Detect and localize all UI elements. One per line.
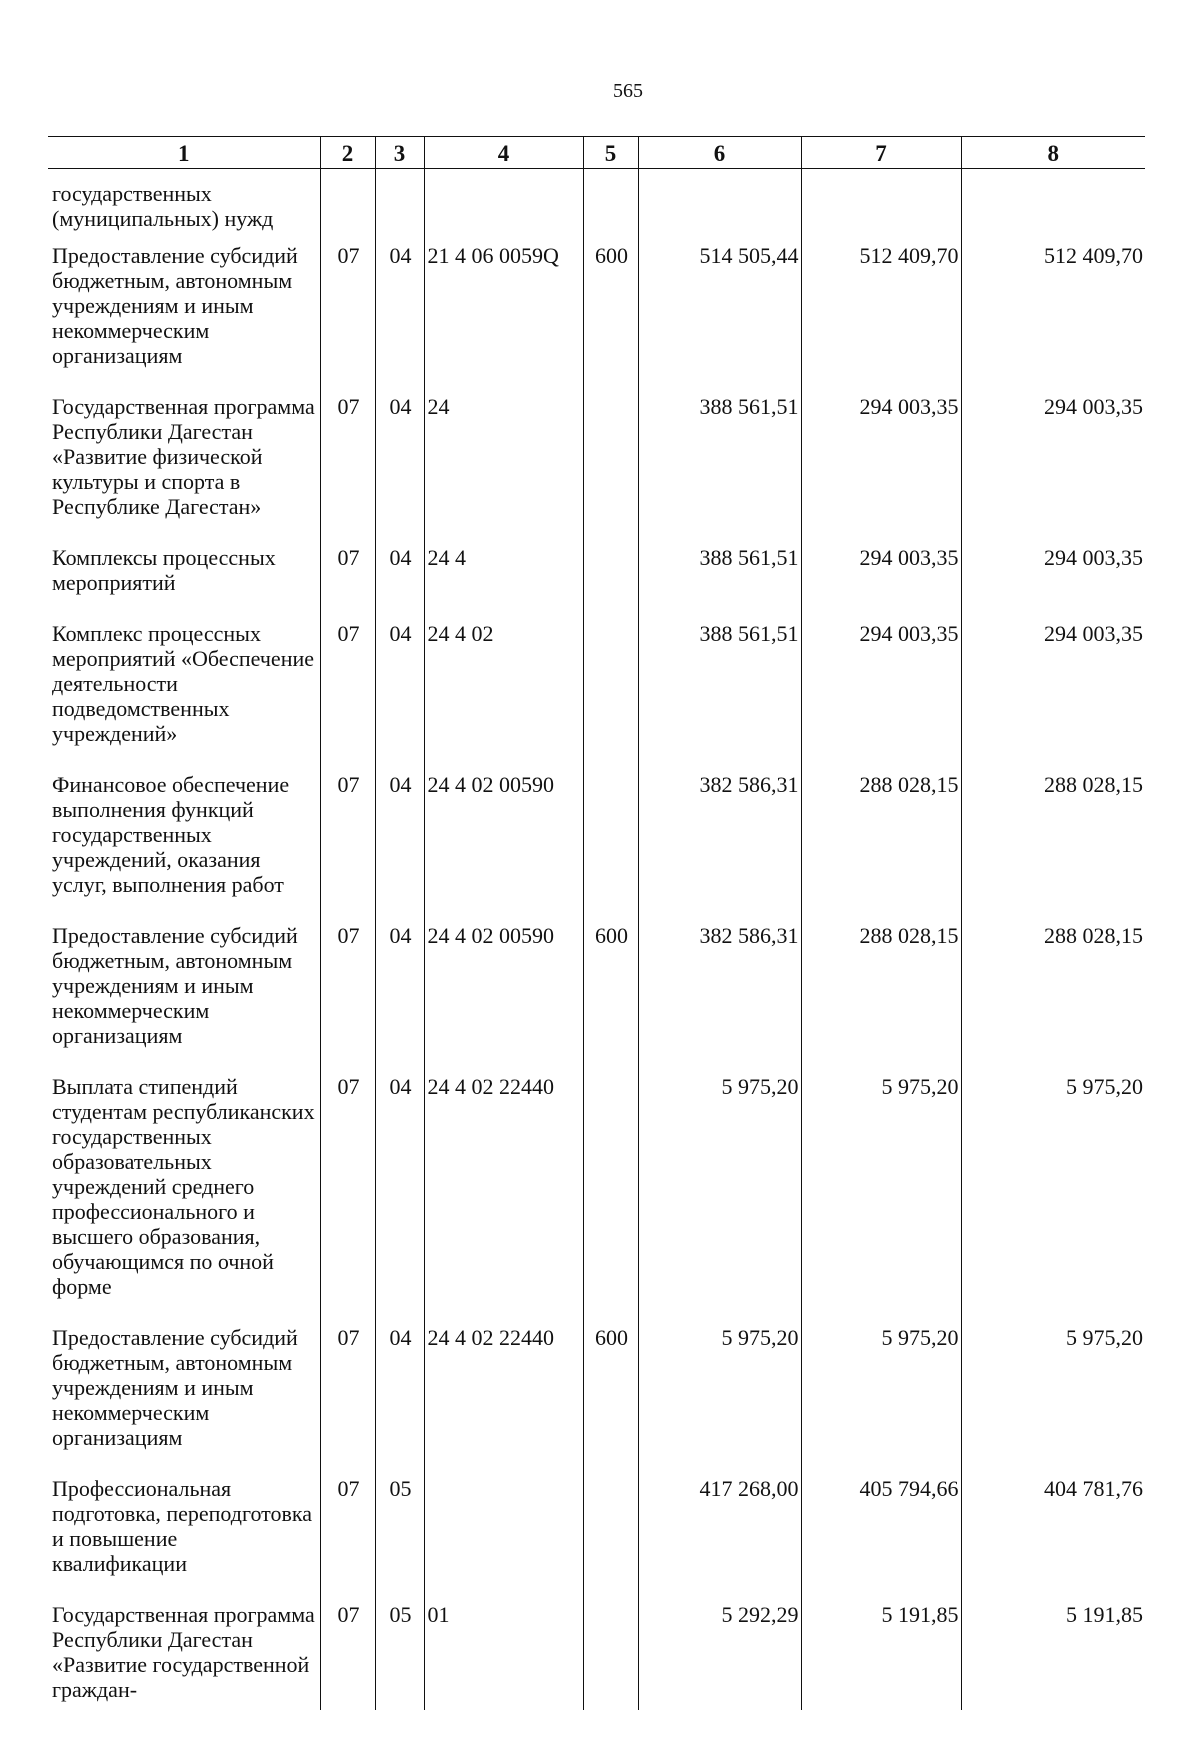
section-code-cell: 07 xyxy=(320,1074,375,1325)
amount-col8-cell: 5 975,20 xyxy=(961,1325,1145,1476)
amount-col8-cell: 404 781,76 xyxy=(961,1476,1145,1602)
table-row xyxy=(48,394,1145,545)
row-name-cell: Комплекс процессных мероприятий «Обеспечение деятельности подведомственных учреждений» xyxy=(48,621,320,772)
amount-col7-cell: 512 409,70 xyxy=(801,243,961,394)
amount-col6-cell: 5 975,20 xyxy=(638,1325,801,1476)
table-header-row xyxy=(48,137,1145,169)
column-header-7: 7 xyxy=(801,137,961,169)
row-name-cell: Государственная программа Республики Дагестан «Развитие физической культуры и спорта в Республике Дагестан» xyxy=(48,394,320,545)
row-name-cell: Профессиональная подготовка, переподготовка и повышение квалификации xyxy=(48,1476,320,1602)
amount-col7-cell: 405 794,66 xyxy=(801,1476,961,1602)
amount-col8-cell: 294 003,35 xyxy=(961,394,1145,545)
amount-col6-cell: 388 561,51 xyxy=(638,394,801,545)
row-name-cell: Предоставление субсидий бюджетным, автономным учреждениям и иным некоммерческим организациям xyxy=(48,243,320,394)
subsection-code-cell: 04 xyxy=(375,243,424,394)
expense-type-cell: 600 xyxy=(583,243,638,394)
amount-col6-cell: 382 586,31 xyxy=(638,923,801,1074)
amount-col8-cell: 5 191,85 xyxy=(961,1602,1145,1710)
amount-col8-cell: 288 028,15 xyxy=(961,923,1145,1074)
table-row xyxy=(48,923,1145,1074)
amount-col7-cell xyxy=(801,169,961,244)
expense-type-cell: 600 xyxy=(583,923,638,1074)
subsection-code-cell: 04 xyxy=(375,1074,424,1325)
column-header-8: 8 xyxy=(961,137,1145,169)
row-name-cell: Комплексы процессных мероприятий xyxy=(48,545,320,621)
column-header-3: 3 xyxy=(375,137,424,169)
subsection-code-cell: 04 xyxy=(375,545,424,621)
target-article-cell: 24 4 02 22440 xyxy=(424,1074,583,1325)
expense-type-cell xyxy=(583,169,638,244)
column-header-4: 4 xyxy=(424,137,583,169)
target-article-cell: 01 xyxy=(424,1602,583,1710)
amount-col8-cell: 5 975,20 xyxy=(961,1074,1145,1325)
table-row xyxy=(48,1325,1145,1476)
expense-type-cell xyxy=(583,1602,638,1710)
amount-col6-cell: 388 561,51 xyxy=(638,545,801,621)
expense-type-cell: 600 xyxy=(583,1325,638,1476)
section-code-cell: 07 xyxy=(320,243,375,394)
amount-col7-cell: 288 028,15 xyxy=(801,923,961,1074)
amount-col7-cell: 294 003,35 xyxy=(801,545,961,621)
target-article-cell: 24 xyxy=(424,394,583,545)
target-article-cell: 24 4 02 00590 xyxy=(424,772,583,923)
row-name-cell: Выплата стипендий студентам республиканских государственных образовательных учреждений среднего профессионального и высшего образования, обучающимся по очной форме xyxy=(48,1074,320,1325)
amount-col6-cell: 5 292,29 xyxy=(638,1602,801,1710)
table-row xyxy=(48,243,1145,394)
section-code-cell: 07 xyxy=(320,394,375,545)
subsection-code-cell: 04 xyxy=(375,923,424,1074)
amount-col8-cell: 512 409,70 xyxy=(961,243,1145,394)
row-name-cell: Финансовое обеспечение выполнения функций государственных учреждений, оказания услуг, выполнения работ xyxy=(48,772,320,923)
amount-col8-cell: 288 028,15 xyxy=(961,772,1145,923)
expense-type-cell xyxy=(583,394,638,545)
amount-col8-cell: 294 003,35 xyxy=(961,621,1145,772)
amount-col8-cell xyxy=(961,169,1145,244)
column-header-2: 2 xyxy=(320,137,375,169)
row-name-cell: Предоставление субсидий бюджетным, автономным учреждениям и иным некоммерческим организациям xyxy=(48,923,320,1074)
target-article-cell xyxy=(424,169,583,244)
target-article-cell: 24 4 02 xyxy=(424,621,583,772)
subsection-code-cell: 04 xyxy=(375,772,424,923)
subsection-code-cell: 04 xyxy=(375,1325,424,1476)
target-article-cell: 24 4 02 22440 xyxy=(424,1325,583,1476)
amount-col8-cell: 294 003,35 xyxy=(961,545,1145,621)
amount-col6-cell: 514 505,44 xyxy=(638,243,801,394)
subsection-code-cell: 05 xyxy=(375,1602,424,1710)
row-name-cell: Предоставление субсидий бюджетным, автономным учреждениям и иным некоммерческим организациям xyxy=(48,1325,320,1476)
amount-col7-cell: 5 191,85 xyxy=(801,1602,961,1710)
subsection-code-cell: 04 xyxy=(375,394,424,545)
column-header-1: 1 xyxy=(48,137,320,169)
amount-col6-cell: 5 975,20 xyxy=(638,1074,801,1325)
row-name-cell: Государственная программа Республики Дагестан «Развитие государственной граждан- xyxy=(48,1602,320,1710)
table-row xyxy=(48,545,1145,621)
amount-col7-cell: 288 028,15 xyxy=(801,772,961,923)
amount-col7-cell: 294 003,35 xyxy=(801,621,961,772)
table-row xyxy=(48,1074,1145,1325)
table-row xyxy=(48,621,1145,772)
section-code-cell: 07 xyxy=(320,545,375,621)
section-code-cell: 07 xyxy=(320,1602,375,1710)
table-row xyxy=(48,1476,1145,1602)
section-code-cell: 07 xyxy=(320,1325,375,1476)
expense-type-cell xyxy=(583,772,638,923)
amount-col6-cell: 382 586,31 xyxy=(638,772,801,923)
section-code-cell xyxy=(320,169,375,244)
amount-col6-cell: 417 268,00 xyxy=(638,1476,801,1602)
table-row xyxy=(48,169,1145,244)
subsection-code-cell: 05 xyxy=(375,1476,424,1602)
subsection-code-cell xyxy=(375,169,424,244)
section-code-cell: 07 xyxy=(320,923,375,1074)
expense-type-cell xyxy=(583,1476,638,1602)
amount-col6-cell xyxy=(638,169,801,244)
expense-type-cell xyxy=(583,621,638,772)
column-header-6: 6 xyxy=(638,137,801,169)
section-code-cell: 07 xyxy=(320,621,375,772)
subsection-code-cell: 04 xyxy=(375,621,424,772)
expense-type-cell xyxy=(583,1074,638,1325)
page-number: 565 xyxy=(613,80,643,102)
table-row xyxy=(48,1602,1145,1710)
section-code-cell: 07 xyxy=(320,1476,375,1602)
table-row xyxy=(48,772,1145,923)
section-code-cell: 07 xyxy=(320,772,375,923)
target-article-cell: 24 4 02 00590 xyxy=(424,923,583,1074)
amount-col6-cell: 388 561,51 xyxy=(638,621,801,772)
amount-col7-cell: 5 975,20 xyxy=(801,1325,961,1476)
target-article-cell xyxy=(424,1476,583,1602)
column-header-5: 5 xyxy=(583,137,638,169)
amount-col7-cell: 294 003,35 xyxy=(801,394,961,545)
target-article-cell: 21 4 06 0059Q xyxy=(424,243,583,394)
target-article-cell: 24 4 xyxy=(424,545,583,621)
expense-type-cell xyxy=(583,545,638,621)
row-name-cell: государственных (муниципальных) нужд xyxy=(48,169,320,244)
budget-table-container xyxy=(48,136,1145,1710)
budget-table xyxy=(48,136,1145,1710)
amount-col7-cell: 5 975,20 xyxy=(801,1074,961,1325)
